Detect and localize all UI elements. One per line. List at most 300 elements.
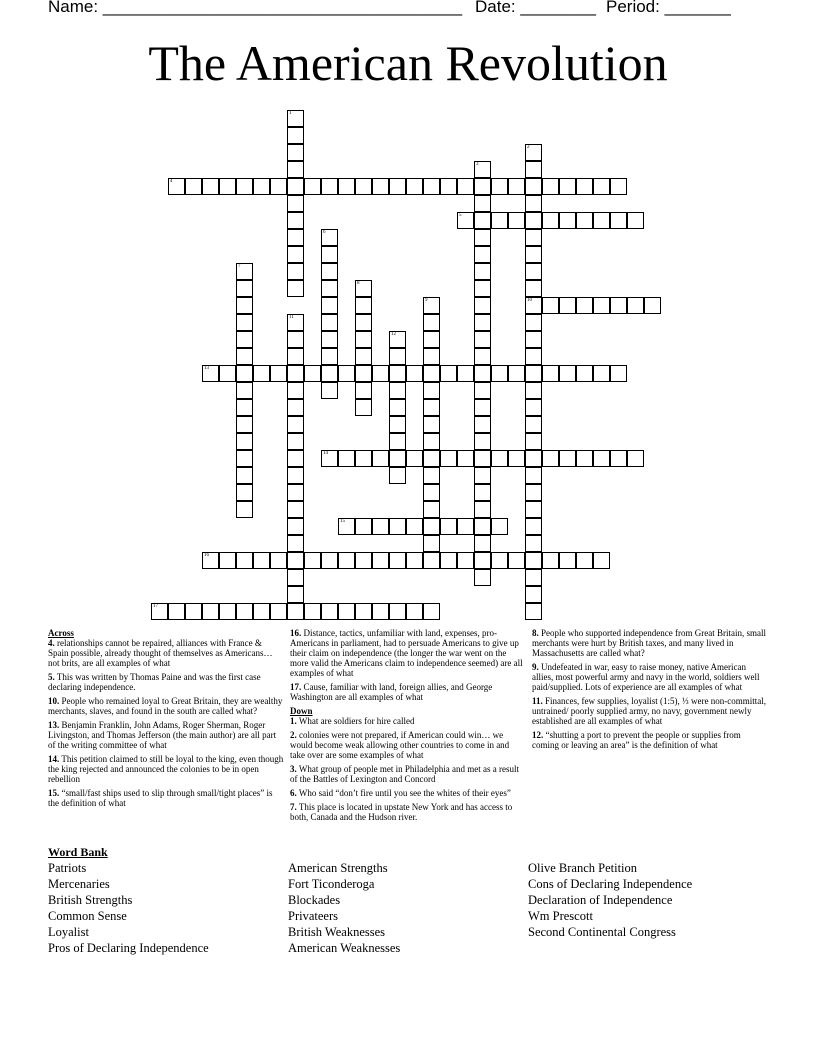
crossword-cell[interactable]: [270, 365, 287, 382]
crossword-cell[interactable]: [474, 416, 491, 433]
clue-number: 10: [527, 298, 532, 303]
crossword-cell[interactable]: [287, 127, 304, 144]
crossword-cell[interactable]: [474, 552, 491, 569]
crossword-cell[interactable]: [236, 365, 253, 382]
crossword-cell[interactable]: [474, 450, 491, 467]
word-bank-column-1: [48, 860, 209, 956]
crossword-cell[interactable]: [355, 399, 372, 416]
clue-down-6: 6. Who said “don’t fire until you see the whites of their eyes”: [290, 788, 511, 798]
crossword-cell[interactable]: [525, 586, 542, 603]
crossword-cell[interactable]: [542, 212, 559, 229]
crossword-cell[interactable]: [372, 450, 389, 467]
crossword-cell[interactable]: [372, 603, 389, 620]
crossword-cell[interactable]: [219, 603, 236, 620]
crossword-cell[interactable]: [355, 280, 372, 297]
crossword-cell[interactable]: [474, 365, 491, 382]
crossword-cell[interactable]: [474, 314, 491, 331]
crossword-cell[interactable]: [627, 212, 644, 229]
crossword-cell[interactable]: [525, 467, 542, 484]
crossword-cell[interactable]: [525, 416, 542, 433]
clue-number: 9: [425, 298, 428, 303]
crossword-cell[interactable]: [321, 382, 338, 399]
crossword-cell[interactable]: [491, 552, 508, 569]
crossword-cell[interactable]: [389, 450, 406, 467]
crossword-cell[interactable]: [406, 518, 423, 535]
crossword-cell[interactable]: [474, 263, 491, 280]
crossword-cell[interactable]: [423, 348, 440, 365]
crossword-cell[interactable]: [491, 450, 508, 467]
crossword-cell[interactable]: [321, 263, 338, 280]
crossword-cell[interactable]: [627, 297, 644, 314]
crossword-cell[interactable]: [185, 603, 202, 620]
crossword-cell[interactable]: [474, 467, 491, 484]
crossword-cell[interactable]: [236, 348, 253, 365]
crossword-cell[interactable]: [304, 552, 321, 569]
word-bank-item: Privateers: [288, 909, 338, 923]
clue-number: 11: [289, 315, 294, 320]
crossword-cell[interactable]: [525, 399, 542, 416]
crossword-cell[interactable]: [423, 535, 440, 552]
crossword-cell[interactable]: [321, 450, 338, 467]
crossword-cell[interactable]: [423, 297, 440, 314]
clue-down-1: 1. What are soldiers for hire called: [290, 716, 415, 726]
crossword-cell[interactable]: [508, 552, 525, 569]
clue-across-16: 16. Distance, tactics, unfamiliar with land, expenses, pro-Americans in parliament, had to persuade Americans to give up their claim on independence (the longer the war went on the more valid the Americans claim to independence seemed) are all examples of what: [290, 628, 523, 678]
crossword-cell[interactable]: [474, 297, 491, 314]
crossword-cell[interactable]: [610, 365, 627, 382]
crossword-cell[interactable]: [423, 178, 440, 195]
crossword-cell[interactable]: [559, 450, 576, 467]
clue-number: 3: [476, 162, 479, 167]
crossword-cell[interactable]: [525, 501, 542, 518]
crossword-cell[interactable]: [338, 518, 355, 535]
crossword-cell[interactable]: [253, 603, 270, 620]
crossword-cell[interactable]: [389, 467, 406, 484]
crossword-cell[interactable]: [304, 178, 321, 195]
crossword-cell[interactable]: [525, 178, 542, 195]
crossword-cell[interactable]: [610, 212, 627, 229]
clue-number: 6: [323, 230, 326, 235]
word-bank-item: Pros of Declaring Independence: [48, 941, 209, 955]
crossword-cell[interactable]: [593, 297, 610, 314]
crossword-cell[interactable]: [576, 297, 593, 314]
page-title: The American Revolution: [148, 35, 668, 91]
word-bank-item: British Weaknesses: [288, 925, 386, 939]
crossword-cell[interactable]: [168, 603, 185, 620]
crossword-cell[interactable]: [321, 297, 338, 314]
crossword-cell[interactable]: [202, 365, 219, 382]
crossword-cell[interactable]: [355, 552, 372, 569]
crossword-cell[interactable]: [236, 178, 253, 195]
clue-down-12: 12. “shutting a port to prevent the people or supplies from coming or leaving an area” is the definition of what: [532, 730, 741, 750]
crossword-cell[interactable]: [372, 552, 389, 569]
crossword-cell[interactable]: [151, 603, 168, 620]
crossword-cell[interactable]: [491, 365, 508, 382]
word-bank-item: American Weaknesses: [288, 941, 401, 955]
crossword-cell[interactable]: [525, 212, 542, 229]
crossword-cell[interactable]: [287, 263, 304, 280]
crossword-cell[interactable]: [202, 603, 219, 620]
crossword-cell[interactable]: [372, 365, 389, 382]
crossword-cell[interactable]: [423, 433, 440, 450]
crossword-cell[interactable]: [338, 552, 355, 569]
clues-column-1: [48, 628, 284, 812]
crossword-cell[interactable]: [236, 331, 253, 348]
crossword-cell[interactable]: [576, 552, 593, 569]
crossword-cell[interactable]: [474, 569, 491, 586]
crossword-cell[interactable]: [236, 314, 253, 331]
crossword-cell[interactable]: [219, 178, 236, 195]
crossword-cell[interactable]: [525, 263, 542, 280]
crossword-cell[interactable]: [355, 450, 372, 467]
crossword-cell[interactable]: [423, 416, 440, 433]
crossword-cell[interactable]: [525, 569, 542, 586]
crossword-cell[interactable]: [389, 399, 406, 416]
crossword-cell[interactable]: [321, 280, 338, 297]
clue-number: 4: [170, 179, 173, 184]
clue-number: 5: [459, 213, 462, 218]
crossword-cell[interactable]: [270, 603, 287, 620]
crossword-cell[interactable]: [287, 280, 304, 297]
crossword-cell[interactable]: [287, 416, 304, 433]
crossword-cell[interactable]: [559, 552, 576, 569]
crossword-cell[interactable]: [389, 178, 406, 195]
crossword-cell[interactable]: [525, 450, 542, 467]
crossword-cell[interactable]: [236, 263, 253, 280]
crossword-cell[interactable]: [576, 178, 593, 195]
crossword-cell[interactable]: [287, 144, 304, 161]
crossword-cell[interactable]: [474, 501, 491, 518]
crossword-cell[interactable]: [525, 195, 542, 212]
crossword-cell[interactable]: [287, 467, 304, 484]
crossword-cell[interactable]: [423, 331, 440, 348]
crossword-cell[interactable]: [525, 280, 542, 297]
crossword-cell[interactable]: [287, 433, 304, 450]
crossword-cell[interactable]: [508, 178, 525, 195]
crossword-cell[interactable]: [542, 552, 559, 569]
name-field-label: Name: ______________________________________: [48, 0, 463, 16]
crossword-cell[interactable]: [355, 365, 372, 382]
word-bank-heading: Word Bank: [48, 845, 108, 859]
crossword-cell[interactable]: [491, 518, 508, 535]
crossword-cell[interactable]: [406, 603, 423, 620]
crossword-cell[interactable]: [389, 331, 406, 348]
crossword-cell[interactable]: [542, 365, 559, 382]
crossword-cell[interactable]: [525, 229, 542, 246]
crossword-cell[interactable]: [525, 365, 542, 382]
crossword-cell[interactable]: [644, 297, 661, 314]
crossword-cell[interactable]: [423, 467, 440, 484]
crossword-cell[interactable]: [287, 382, 304, 399]
crossword-cell[interactable]: [321, 603, 338, 620]
crossword-cell[interactable]: [593, 365, 610, 382]
clues-column-3: [532, 628, 768, 754]
crossword-cell[interactable]: [355, 603, 372, 620]
crossword-cell[interactable]: [287, 399, 304, 416]
crossword-cell[interactable]: [474, 331, 491, 348]
crossword-cell[interactable]: [474, 433, 491, 450]
crossword-cell[interactable]: [610, 297, 627, 314]
crossword-cell[interactable]: [355, 331, 372, 348]
crossword-cell[interactable]: [287, 246, 304, 263]
crossword-cell[interactable]: [236, 467, 253, 484]
word-bank-item: Second Continental Congress: [528, 925, 676, 939]
clue-number: 7: [238, 264, 241, 269]
crossword-cell[interactable]: [457, 518, 474, 535]
clue-across-5: 5. This was written by Thomas Paine and was the first case declaring independence.: [48, 672, 261, 692]
crossword-cell[interactable]: [338, 603, 355, 620]
crossword-cell[interactable]: [372, 178, 389, 195]
crossword-cell[interactable]: [474, 178, 491, 195]
crossword-cell[interactable]: [287, 314, 304, 331]
crossword-cell[interactable]: [474, 399, 491, 416]
clue-down-7: 7. This place is located in upstate New York and has access to both, Canada and the Hudson river.: [290, 802, 513, 822]
crossword-cell[interactable]: [542, 297, 559, 314]
crossword-cell[interactable]: [389, 365, 406, 382]
crossword-cell[interactable]: [423, 314, 440, 331]
crossword-cell[interactable]: [593, 552, 610, 569]
crossword-cell[interactable]: [593, 450, 610, 467]
word-bank-item: Olive Branch Petition: [528, 861, 638, 875]
crossword-cell[interactable]: [321, 229, 338, 246]
crossword-cell[interactable]: [525, 382, 542, 399]
crossword-cell[interactable]: [525, 348, 542, 365]
crossword-cell[interactable]: [576, 212, 593, 229]
crossword-cell[interactable]: [321, 314, 338, 331]
crossword-cell[interactable]: [474, 535, 491, 552]
clue-down-2: 2. colonies were not prepared, if American could win… we would become weak allowing other countries to come in and take over are some examples of what: [290, 730, 510, 760]
crossword-cell[interactable]: [457, 365, 474, 382]
clue-number: 15: [340, 519, 345, 524]
crossword-cell[interactable]: [440, 552, 457, 569]
crossword-cell[interactable]: [440, 178, 457, 195]
crossword-cell[interactable]: [389, 552, 406, 569]
crossword-cell[interactable]: [185, 178, 202, 195]
crossword-cell[interactable]: [236, 382, 253, 399]
clue-number: 14: [323, 451, 328, 456]
crossword-cell[interactable]: [525, 314, 542, 331]
crossword-cell[interactable]: [491, 178, 508, 195]
crossword-cell[interactable]: [440, 518, 457, 535]
crossword-cell[interactable]: [236, 501, 253, 518]
crossword-cell[interactable]: [253, 552, 270, 569]
crossword-cell[interactable]: [525, 518, 542, 535]
crossword-cell[interactable]: [338, 178, 355, 195]
crossword-cell[interactable]: [474, 246, 491, 263]
crossword-cell[interactable]: [423, 603, 440, 620]
clue-number: 2: [527, 145, 530, 150]
crossword-cell[interactable]: [287, 212, 304, 229]
crossword-cell[interactable]: [389, 433, 406, 450]
crossword-cell[interactable]: [593, 178, 610, 195]
crossword-cell[interactable]: [270, 178, 287, 195]
crossword-cell[interactable]: [457, 178, 474, 195]
crossword-cell[interactable]: [287, 331, 304, 348]
crossword-cell[interactable]: [287, 552, 304, 569]
crossword-cell[interactable]: [389, 348, 406, 365]
clue-across-14: 14. This petition claimed to still be loyal to the king, even though the king rejected and announced the colonies to be in open rebellion: [48, 754, 284, 784]
crossword-cell[interactable]: [406, 450, 423, 467]
crossword-cell[interactable]: [406, 365, 423, 382]
crossword-cell[interactable]: [508, 365, 525, 382]
crossword-cell[interactable]: [287, 229, 304, 246]
crossword-cell[interactable]: [355, 348, 372, 365]
period-field-label: Period: _______: [606, 0, 731, 16]
crossword-cell[interactable]: [389, 416, 406, 433]
crossword-cell[interactable]: [304, 603, 321, 620]
crossword-cell[interactable]: [287, 110, 304, 127]
crossword-cell[interactable]: [440, 450, 457, 467]
crossword-cell[interactable]: [474, 518, 491, 535]
crossword-cell[interactable]: [423, 399, 440, 416]
crossword-cell[interactable]: [525, 433, 542, 450]
crossword-cell[interactable]: [457, 450, 474, 467]
clue-across-10: 10. People who remained loyal to Great Britain, they are wealthy merchants, slaves, and found in the south are called what?: [48, 696, 283, 716]
crossword-cell[interactable]: [593, 212, 610, 229]
crossword-cell[interactable]: [576, 450, 593, 467]
crossword-cell[interactable]: [236, 450, 253, 467]
crossword-cell[interactable]: [525, 246, 542, 263]
crossword-cell[interactable]: [355, 314, 372, 331]
clue-number: 1: [289, 111, 292, 116]
crossword-cell[interactable]: [219, 365, 236, 382]
crossword-cell[interactable]: [474, 229, 491, 246]
crossword-cell[interactable]: [457, 552, 474, 569]
word-bank-item: Blockades: [288, 893, 341, 907]
crossword-cell[interactable]: [457, 212, 474, 229]
crossword-cell[interactable]: [474, 161, 491, 178]
crossword-cell[interactable]: [474, 348, 491, 365]
word-bank-column-3: [528, 860, 692, 940]
crossword-cell[interactable]: [338, 365, 355, 382]
crossword-cell[interactable]: [406, 178, 423, 195]
crossword-cell[interactable]: [610, 450, 627, 467]
crossword-cell[interactable]: [440, 365, 457, 382]
crossword-cell[interactable]: [287, 365, 304, 382]
crossword-cell[interactable]: [559, 297, 576, 314]
crossword-cell[interactable]: [576, 365, 593, 382]
crossword-cell[interactable]: [355, 518, 372, 535]
crossword-cell[interactable]: [355, 382, 372, 399]
crossword-cell[interactable]: [236, 280, 253, 297]
crossword-cell[interactable]: [525, 484, 542, 501]
crossword-cell[interactable]: [304, 365, 321, 382]
crossword-cell[interactable]: [287, 586, 304, 603]
crossword-cell[interactable]: [355, 297, 372, 314]
crossword-cell[interactable]: [508, 450, 525, 467]
crossword-cell[interactable]: [253, 365, 270, 382]
crossword-cell[interactable]: [559, 365, 576, 382]
crossword-cell[interactable]: [610, 178, 627, 195]
crossword-cell[interactable]: [236, 603, 253, 620]
crossword-cell[interactable]: [287, 195, 304, 212]
crossword-cell[interactable]: [525, 552, 542, 569]
crossword-cell[interactable]: [389, 603, 406, 620]
crossword-cell[interactable]: [474, 484, 491, 501]
crossword-cell[interactable]: [627, 450, 644, 467]
crossword-cell[interactable]: [474, 382, 491, 399]
word-bank-column-2: [288, 860, 400, 956]
across-heading: Across: [48, 628, 74, 638]
crossword-cell[interactable]: [287, 569, 304, 586]
crossword-cell[interactable]: [423, 518, 440, 535]
crossword-cell[interactable]: [219, 552, 236, 569]
crossword-cell[interactable]: [559, 178, 576, 195]
crossword-cell[interactable]: [287, 484, 304, 501]
crossword-cell[interactable]: [491, 212, 508, 229]
crossword-cell[interactable]: [423, 382, 440, 399]
crossword-cell[interactable]: [321, 348, 338, 365]
crossword-cell[interactable]: [525, 144, 542, 161]
crossword-cell[interactable]: [287, 450, 304, 467]
crossword-cell[interactable]: [389, 382, 406, 399]
crossword-cell[interactable]: [423, 501, 440, 518]
crossword-cell[interactable]: [287, 348, 304, 365]
crossword-cell[interactable]: [389, 518, 406, 535]
crossword-cell[interactable]: [253, 178, 270, 195]
crossword-cell[interactable]: [406, 552, 423, 569]
crossword-cell[interactable]: [287, 518, 304, 535]
crossword-cell[interactable]: [236, 297, 253, 314]
word-bank-item: Wm Prescott: [528, 909, 593, 923]
crossword-cell[interactable]: [423, 450, 440, 467]
crossword-cell[interactable]: [287, 178, 304, 195]
down-heading: Down: [290, 706, 313, 716]
crossword-cell[interactable]: [287, 535, 304, 552]
crossword-cell[interactable]: [321, 331, 338, 348]
crossword-cell[interactable]: [525, 297, 542, 314]
clue-number: 8: [357, 281, 360, 286]
crossword-cell[interactable]: [202, 552, 219, 569]
crossword-cell[interactable]: [236, 399, 253, 416]
crossword-cell[interactable]: [287, 501, 304, 518]
crossword-cell[interactable]: [287, 603, 304, 620]
crossword-cell[interactable]: [236, 416, 253, 433]
crossword-cell[interactable]: [542, 450, 559, 467]
crossword-cell[interactable]: [270, 552, 287, 569]
crossword-cell[interactable]: [559, 212, 576, 229]
word-bank-item: American Strengths: [288, 861, 388, 875]
crossword-cell[interactable]: [338, 450, 355, 467]
crossword-cell[interactable]: [525, 535, 542, 552]
crossword-cell[interactable]: [423, 365, 440, 382]
crossword-cell[interactable]: [423, 484, 440, 501]
crossword-cell[interactable]: [321, 552, 338, 569]
crossword-cell[interactable]: [474, 280, 491, 297]
crossword-cell[interactable]: [525, 331, 542, 348]
crossword-cell[interactable]: [474, 195, 491, 212]
crossword-cell[interactable]: [542, 178, 559, 195]
crossword-cell[interactable]: [236, 433, 253, 450]
crossword-cell[interactable]: [474, 212, 491, 229]
clue-across-15: 15. “small/fast ships used to slip through small/tight places” is the definition of what: [48, 788, 273, 808]
crossword-cell[interactable]: [372, 518, 389, 535]
crossword-cell[interactable]: [236, 484, 253, 501]
crossword-cell[interactable]: [423, 552, 440, 569]
crossword-cell[interactable]: [508, 212, 525, 229]
crossword-cell[interactable]: [236, 552, 253, 569]
crossword-cell[interactable]: [321, 246, 338, 263]
crossword-cell[interactable]: [355, 178, 372, 195]
crossword-cell[interactable]: [525, 161, 542, 178]
crossword-cell[interactable]: [168, 178, 185, 195]
crossword-cell[interactable]: [287, 161, 304, 178]
crossword-cell[interactable]: [525, 603, 542, 620]
crossword-cell[interactable]: [321, 365, 338, 382]
clue-down-11: 11. Finances, few supplies, loyalist (1:5), ⅓ were non-committal, untrained/ poorly supplied army, no navy, government newly established are all examples of what: [532, 696, 766, 726]
crossword-cell[interactable]: [202, 178, 219, 195]
crossword-cell[interactable]: [321, 178, 338, 195]
